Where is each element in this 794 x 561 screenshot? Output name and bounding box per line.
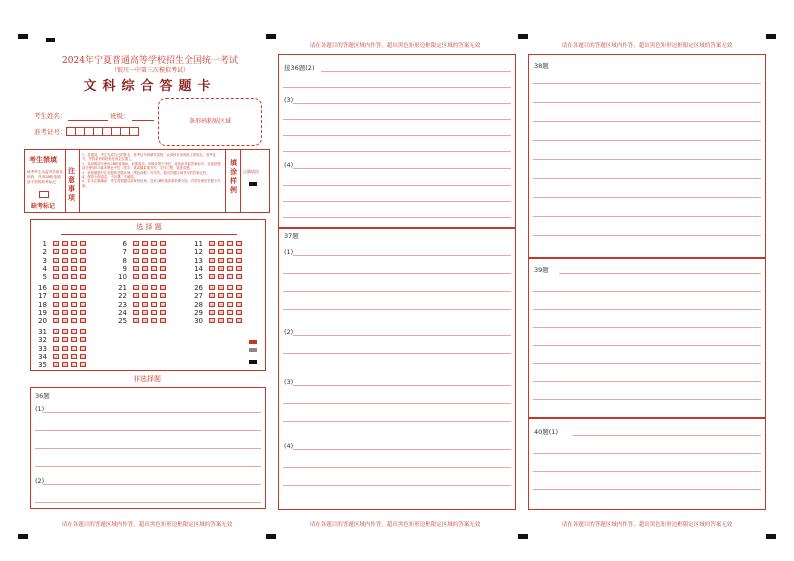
choice-bubble-29-c[interactable]: [C]: [228, 310, 234, 315]
choice-bubble-17-c[interactable]: [C]: [72, 294, 78, 299]
warning-text: 请在各题目的答题区域内作答，超出黑色矩形边框限定区域的答案无效: [561, 43, 733, 49]
timing-mark: [518, 34, 528, 39]
choice-bubble-30-c[interactable]: [C]: [228, 319, 234, 324]
question-number: 23: [118, 300, 127, 309]
choice-bubble-31-c[interactable]: [C]: [72, 330, 78, 334]
choice-bubble-13-b[interactable]: [B]: [219, 258, 224, 263]
choice-bubble-15-a[interactable]: [A]: [210, 275, 215, 280]
question-number: 17: [38, 292, 47, 301]
class-field[interactable]: [132, 120, 154, 121]
choice-bubble-10-b[interactable]: [B]: [143, 275, 148, 280]
q37-label: 37题: [284, 232, 299, 240]
choice-bubble-12-c[interactable]: [C]: [228, 250, 234, 255]
choice-bubble-13-c[interactable]: [C]: [228, 258, 234, 263]
choice-bubble-8-a[interactable]: [A]: [134, 258, 139, 263]
choice-bubble-22-c[interactable]: [C]: [152, 294, 158, 299]
exam-title: 2024年宁夏普通高等学校招生全国统一考试: [62, 56, 238, 66]
fill-sample-mark: [249, 182, 257, 186]
choice-bubble-16-a[interactable]: [A]: [54, 286, 59, 290]
question-number: 1: [42, 240, 47, 248]
choice-bubble-22-a[interactable]: [A]: [134, 294, 139, 299]
choice-bubble-17-a[interactable]: [A]: [54, 294, 59, 299]
choice-bubble-24-d[interactable]: [D]: [161, 310, 167, 315]
question-number: 26: [194, 284, 203, 292]
choice-bubble-7-a[interactable]: [A]: [134, 250, 139, 255]
answer-area-38[interactable]: [528, 54, 766, 258]
choice-bubble-27-d[interactable]: [D]: [237, 294, 243, 299]
choice-bubble-14-a[interactable]: [A]: [210, 266, 215, 271]
choice-bubble-18-a[interactable]: [A]: [54, 302, 59, 307]
choice-bubble-1-c[interactable]: [C]: [72, 242, 78, 246]
choice-bubble-33-a[interactable]: [A]: [54, 346, 59, 351]
choice-bubble-29-b[interactable]: [B]: [219, 310, 224, 315]
question-number: 28: [194, 300, 203, 309]
choice-bubble-1-a[interactable]: [A]: [54, 242, 59, 246]
choice-bubble-20-b[interactable]: [B]: [63, 319, 68, 324]
choice-bubble-23-a[interactable]: [A]: [134, 302, 139, 307]
choice-bubble-35-b[interactable]: [B]: [63, 363, 68, 368]
answer-area-36-cont[interactable]: [278, 54, 516, 228]
choice-bubble-22-d[interactable]: [D]: [161, 294, 167, 299]
choice-bubble-3-d[interactable]: [D]: [81, 258, 87, 263]
choice-bubble-21-d[interactable]: [D]: [161, 286, 167, 290]
choice-bubble-17-b[interactable]: [B]: [63, 294, 68, 299]
question-number: 22: [118, 292, 127, 301]
card-title: 文科综合答题卡: [83, 79, 217, 94]
choice-bubble-6-c[interactable]: [C]: [152, 242, 158, 246]
question-number: 18: [38, 300, 47, 309]
absent-label: 缺考标记: [31, 203, 56, 210]
choice-bubble-20-d[interactable]: [D]: [81, 319, 87, 324]
choice-bubble-8-c[interactable]: [C]: [152, 258, 158, 263]
choice-bubble-19-b[interactable]: [B]: [63, 310, 68, 315]
choice-bubble-6-b[interactable]: [B]: [143, 242, 148, 246]
choice-bubble-5-b[interactable]: [B]: [63, 275, 68, 280]
choice-bubble-31-a[interactable]: [A]: [54, 330, 59, 334]
answer-area-36[interactable]: [30, 387, 266, 509]
choice-bubble-3-c[interactable]: [C]: [72, 258, 78, 263]
choice-bubble-27-c[interactable]: [C]: [228, 294, 234, 299]
timing-mark: [266, 534, 276, 539]
q39-label: 39题: [534, 266, 549, 274]
question-number: 6: [122, 240, 127, 248]
question-number: 32: [38, 336, 47, 345]
nonchoice-label: 非选择题: [133, 375, 161, 383]
question-number: 14: [194, 264, 203, 273]
timing-mark: [18, 34, 28, 39]
exam-subtitle: （银川一中第三次模拟考试）: [110, 67, 189, 74]
choice-bubble-23-d[interactable]: [D]: [161, 302, 167, 307]
choice-bubble-31-b[interactable]: [B]: [63, 330, 68, 334]
choice-bubble-30-b[interactable]: [B]: [219, 319, 224, 324]
question-number: 4: [42, 264, 47, 273]
question-number: 20: [38, 317, 47, 326]
timing-mark: [18, 534, 28, 539]
choice-bubble-34-d[interactable]: [D]: [81, 354, 87, 359]
choice-bubble-1-b[interactable]: [B]: [63, 242, 68, 246]
choice-bubble-4-c[interactable]: [C]: [72, 266, 78, 271]
choice-bubble-27-b[interactable]: [B]: [219, 294, 224, 299]
question-number: 8: [122, 256, 127, 265]
answer-area-39[interactable]: [528, 258, 766, 418]
choice-bubble-3-b[interactable]: [B]: [63, 258, 68, 263]
choice-bubble-26-d[interactable]: [D]: [237, 286, 243, 290]
question-number: 27: [194, 292, 203, 301]
question-number: 35: [38, 361, 47, 370]
choice-bubble-21-b[interactable]: [B]: [143, 286, 148, 290]
exam-id-label: 准考证号：: [34, 128, 67, 136]
answer-area-37[interactable]: [278, 228, 516, 510]
choice-bubble-19-c[interactable]: [C]: [72, 310, 78, 315]
barcode-area[interactable]: [158, 98, 262, 146]
q36-2-label: (2): [35, 477, 45, 485]
warning-text: 请在各题目的答题区域内作答，超出黑色矩形边框限定区域的答案无效: [309, 522, 481, 528]
choice-bubble-11-a[interactable]: [A]: [210, 242, 215, 246]
choice-bubble-4-b[interactable]: [B]: [63, 266, 68, 271]
choice-bubble-19-a[interactable]: [A]: [54, 310, 59, 315]
choice-bubble-9-b[interactable]: [B]: [143, 266, 148, 271]
choice-bubble-25-a[interactable]: [A]: [134, 319, 139, 324]
choice-bubble-10-c[interactable]: [C]: [152, 275, 158, 280]
choice-bubble-5-d[interactable]: [D]: [81, 275, 87, 280]
choice-bubble-27-a[interactable]: [A]: [210, 294, 215, 299]
choice-bubble-12-d[interactable]: [D]: [237, 250, 243, 255]
question-number: 2: [42, 248, 47, 257]
question-number: 31: [38, 328, 47, 336]
choice-bubble-29-a[interactable]: [A]: [210, 310, 215, 315]
choice-bubble-35-d[interactable]: [D]: [81, 363, 87, 368]
choice-bubble-14-d[interactable]: [D]: [237, 266, 243, 271]
choice-bubble-24-a[interactable]: [A]: [134, 310, 139, 315]
question-number: 25: [118, 317, 127, 326]
choice-bubble-20-a[interactable]: [A]: [54, 319, 59, 324]
choice-bubble-33-d[interactable]: [D]: [81, 346, 87, 351]
choice-bubble-35-a[interactable]: [A]: [54, 363, 59, 368]
question-number: 11: [194, 240, 203, 248]
forbidden-label: 考生禁填: [29, 155, 57, 164]
question-number: 21: [118, 284, 127, 292]
timing-mark: [46, 38, 55, 42]
question-number: 19: [38, 308, 47, 317]
question-number: 13: [194, 256, 203, 265]
q37-4-label: (4): [284, 442, 294, 450]
choice-bubble-24-b[interactable]: [B]: [143, 310, 148, 315]
choice-bubble-10-d[interactable]: [D]: [161, 275, 167, 280]
choice-bubble-28-b[interactable]: [B]: [219, 302, 224, 307]
choice-bubble-3-a[interactable]: [A]: [54, 258, 59, 263]
choice-bubble-2-a[interactable]: [A]: [54, 250, 59, 255]
choice-bubble-26-a[interactable]: [A]: [210, 286, 215, 290]
answer-area-40[interactable]: [528, 418, 766, 510]
choice-bubble-17-d[interactable]: [D]: [81, 294, 87, 299]
choice-bubble-13-d[interactable]: [D]: [237, 258, 243, 263]
choice-bubble-14-b[interactable]: [B]: [219, 266, 224, 271]
choice-bubble-34-a[interactable]: [A]: [54, 354, 59, 359]
choice-bubble-26-b[interactable]: [B]: [219, 286, 224, 290]
timing-mark: [766, 534, 776, 539]
class-label: 班级：: [110, 112, 130, 120]
choice-bubble-2-b[interactable]: [B]: [63, 250, 68, 255]
question-number: 9: [122, 264, 127, 273]
warning-text: 请在各题目的答题区域内作答，超出黑色矩形边框限定区域的答案无效: [309, 43, 481, 49]
barcode-label: 条形码粘贴区域: [188, 118, 231, 125]
notes-label: 注 意 事 项: [68, 166, 75, 202]
notice-box: [24, 149, 270, 213]
choice-section: [30, 219, 266, 371]
choice-bubble-32-b[interactable]: [B]: [63, 338, 68, 343]
question-number: 29: [194, 308, 203, 317]
choice-bubble-6-d[interactable]: [D]: [161, 242, 167, 246]
choice-bubble-9-c[interactable]: [C]: [152, 266, 158, 271]
choice-bubble-7-b[interactable]: [B]: [143, 250, 148, 255]
question-number: 3: [42, 256, 47, 265]
choice-bubble-26-c[interactable]: [C]: [228, 286, 234, 290]
choice-bubble-34-b[interactable]: [B]: [63, 354, 68, 359]
choice-bubble-11-c[interactable]: [C]: [228, 242, 234, 246]
choice-bubble-19-d[interactable]: [D]: [81, 310, 87, 315]
choice-bubble-25-c[interactable]: [C]: [152, 319, 158, 324]
question-number: 12: [194, 248, 203, 257]
q36-3-label: (3): [284, 96, 294, 104]
q37-1-label: (1): [284, 248, 294, 256]
choice-bubble-9-d[interactable]: [D]: [161, 266, 167, 271]
choice-bubble-18-b[interactable]: [B]: [63, 302, 68, 307]
choice-bubble-7-c[interactable]: [C]: [152, 250, 158, 255]
choice-bubble-16-b[interactable]: [B]: [63, 286, 68, 290]
choice-bubble-30-a[interactable]: [A]: [210, 319, 215, 324]
choice-bubble-18-c[interactable]: [C]: [72, 302, 78, 307]
choice-bubble-2-c[interactable]: [C]: [72, 250, 78, 255]
choice-bubble-16-c[interactable]: [C]: [72, 286, 78, 290]
question-number: 10: [118, 273, 127, 282]
timing-mark: [518, 534, 528, 539]
choice-bubble-22-b[interactable]: [B]: [143, 294, 148, 299]
choice-bubble-15-b[interactable]: [B]: [219, 275, 224, 280]
question-number: 5: [42, 273, 47, 282]
choice-bubble-15-c[interactable]: [C]: [228, 275, 234, 280]
choice-bubble-32-d[interactable]: [D]: [81, 338, 87, 343]
choice-bubble-9-a[interactable]: [A]: [134, 266, 139, 271]
choice-bubble-32-a[interactable]: [A]: [54, 338, 59, 343]
choice-bubble-18-d[interactable]: [D]: [81, 302, 87, 307]
choice-bubble-23-c[interactable]: [C]: [152, 302, 158, 307]
name-field[interactable]: [68, 120, 108, 121]
fill-sample-label: 填 涂 样 例: [230, 158, 237, 194]
choice-bubble-5-a[interactable]: [A]: [54, 275, 59, 280]
choice-bubble-10-a[interactable]: [A]: [134, 275, 139, 280]
choice-bubble-16-d[interactable]: [D]: [81, 286, 87, 290]
question-number: 7: [122, 248, 127, 257]
choice-bubble-30-d[interactable]: [D]: [237, 319, 243, 324]
q37-2-label: (2): [284, 328, 294, 336]
q38-label: 38题: [534, 62, 549, 70]
choice-bubble-7-d[interactable]: [D]: [161, 250, 167, 255]
q36-label: 36题: [35, 392, 50, 400]
choice-bubble-8-b[interactable]: [B]: [143, 258, 148, 263]
choice-bubble-31-d[interactable]: [D]: [81, 330, 87, 334]
choice-bubble-2-d[interactable]: [D]: [81, 250, 87, 255]
forbidden-text: 缺考考生由监考员贴条形码，并用2B铅笔填涂下面的缺考标记: [27, 170, 63, 184]
question-number: 24: [118, 308, 127, 317]
choice-bubble-4-d[interactable]: [D]: [81, 266, 87, 271]
question-number: 15: [194, 273, 203, 282]
choice-bubble-11-d[interactable]: [D]: [237, 242, 243, 246]
question-number: 30: [194, 317, 203, 326]
choice-bubble-20-c[interactable]: [C]: [72, 319, 78, 324]
choice-bubble-28-a[interactable]: [A]: [210, 302, 215, 307]
choice-bubble-21-c[interactable]: [C]: [152, 286, 158, 290]
q36-cont-label: 接36题(2): [284, 64, 315, 72]
choice-bubble-1-d[interactable]: [D]: [81, 242, 87, 246]
q40-label: 40题(1): [534, 428, 558, 436]
choice-bubble-14-c[interactable]: [C]: [228, 266, 234, 271]
choice-bubble-28-d[interactable]: [D]: [237, 302, 243, 307]
choice-bubble-24-c[interactable]: [C]: [152, 310, 158, 315]
warning-text: 请在各题目的答题区域内作答，超出黑色矩形边框限定区域的答案无效: [61, 522, 233, 528]
warning-text: 请在各题目的答题区域内作答，超出黑色矩形边框限定区域的答案无效: [561, 522, 733, 528]
choice-bubble-15-d[interactable]: [D]: [237, 275, 243, 280]
choice-bubble-29-d[interactable]: [D]: [237, 310, 243, 315]
question-number: 16: [38, 284, 47, 292]
q37-3-label: (3): [284, 378, 294, 386]
name-label: 考生姓名：: [34, 112, 67, 120]
timing-mark: [766, 34, 776, 39]
choice-bubble-6-a[interactable]: [A]: [134, 242, 139, 246]
choice-bubble-33-b[interactable]: [B]: [63, 346, 68, 351]
question-number: 34: [38, 352, 47, 361]
choice-bubble-34-c[interactable]: [C]: [72, 354, 78, 359]
q36-1-label: (1): [35, 405, 45, 413]
timing-mark: [266, 34, 276, 39]
choice-bubble-23-b[interactable]: [B]: [143, 302, 148, 307]
question-number: 33: [38, 344, 47, 353]
absent-mark-box[interactable]: [39, 191, 49, 198]
choice-bubble-5-c[interactable]: [C]: [72, 275, 78, 280]
choice-bubble-33-c[interactable]: [C]: [72, 346, 78, 351]
calibration-mark: [249, 360, 257, 364]
choice-bubble-13-a[interactable]: [A]: [210, 258, 215, 263]
choice-bubble-35-c[interactable]: [C]: [72, 363, 78, 368]
choice-section-label: 选 择 题: [136, 223, 162, 231]
q36-4-label: (4): [284, 161, 294, 169]
choice-bubble-4-a[interactable]: [A]: [54, 266, 59, 271]
notes-text: 1．答题前，考生先将自己的姓名、准考证号码填写清楚，认真核对条形码上的姓名、准考证号，并将条形码粘贴在指定位置上。 2．选择题部分使用2B铅笔填涂，如需改动，用橡皮擦干净后，再选涂其他答案标号；非选择题部分使用0.5毫米黑色中性（签字）笔或碳素笔书写，字体工整，笔迹清楚。 3．请按照题号在各题的答题区域（黑色线框）内作答，超出答题区域书写的答案无效。 4．保持卡面清洁，不折叠，不破损。 5．若未正确填涂，考生将根据以前规则处理，没有2B铅笔或者折叠卡面，有效处理后答题卡作废。: [82, 153, 221, 188]
choice-bubble-25-d[interactable]: [D]: [161, 319, 167, 324]
choice-bubble-32-c[interactable]: [C]: [72, 338, 78, 343]
choice-bubble-21-a[interactable]: [A]: [134, 286, 139, 290]
choice-bubble-28-c[interactable]: [C]: [228, 302, 234, 307]
choice-bubble-12-b[interactable]: [B]: [219, 250, 224, 255]
choice-bubble-11-b[interactable]: [B]: [219, 242, 224, 246]
choice-bubble-25-b[interactable]: [B]: [143, 319, 148, 324]
choice-bubble-12-a[interactable]: [A]: [210, 250, 215, 255]
calibration-mark: [249, 340, 257, 344]
calibration-mark: [249, 348, 257, 352]
choice-bubble-8-d[interactable]: [D]: [161, 258, 167, 263]
fill-correct-label: 正确填涂: [243, 169, 259, 174]
